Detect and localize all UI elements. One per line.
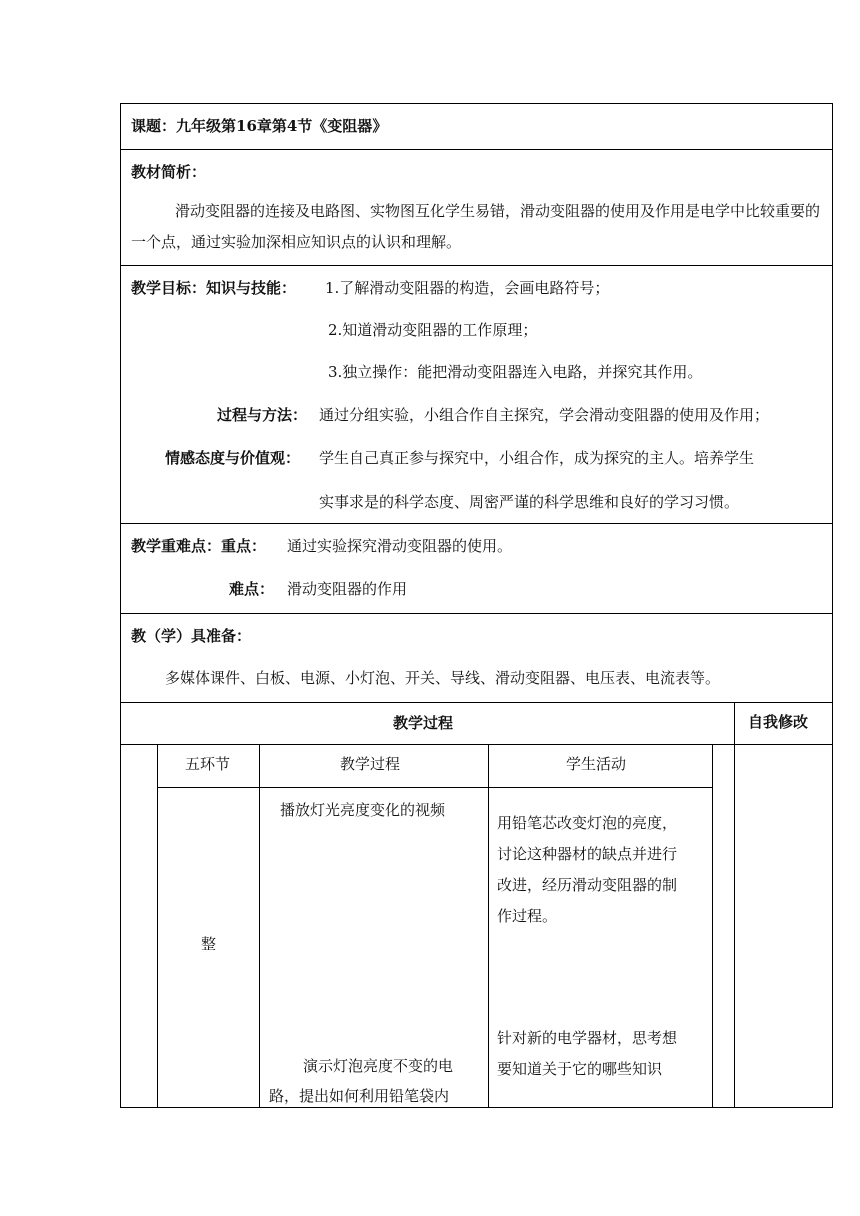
student-activity-1-line-2: 讨论这种器材的缺点并进行 <box>497 845 678 863</box>
knowledge-item-2: 2.知道滑动变阻器的工作原理； <box>328 321 538 339</box>
student-activity-1-line-1: 用铅笔芯改变灯泡的亮度， <box>497 814 678 832</box>
student-activity-column-header: 学生活动 <box>566 755 627 773</box>
knowledge-item-3: 3.独立操作：能把滑动变阻器连入电路，并探究其作用。 <box>328 363 703 381</box>
student-activity-1-line-4: 作过程。 <box>497 907 558 925</box>
keypoints-row <box>120 523 833 614</box>
process-header-row <box>120 702 833 745</box>
emotion-text-1: 学生自己真正参与探究中，小组合作，成为探究的主人。培养学生 <box>319 449 755 467</box>
teaching-step-2-line-1: 演示灯泡亮度不变的电 <box>303 1057 454 1075</box>
analysis-row <box>120 149 833 266</box>
inner-right-border <box>712 744 713 1108</box>
analysis-text: 滑动变阻器的连接及电路图、实物图互化学生易错，滑动变阻器的使用及作用是电学中比较重要的一个点，通过实验加深相应知识点的认识和理解。 <box>131 202 821 251</box>
process-header: 教学过程 <box>393 714 454 732</box>
student-activity-2-line-1: 针对新的电学器材，思考想 <box>497 1029 678 1047</box>
key-point-text: 通过实验探究滑动变阻器的使用。 <box>287 537 513 555</box>
preparation-row <box>120 613 833 703</box>
outer-bottom-border <box>120 1107 833 1108</box>
title-row <box>120 103 833 150</box>
revise-column-divider <box>734 702 735 1108</box>
stage-column-header: 五环节 <box>185 755 231 773</box>
teaching-step-2-line-2: 路，提出如何利用铅笔袋内 <box>269 1087 450 1105</box>
objectives-row <box>120 265 833 524</box>
inner-col-divider-2 <box>488 744 489 1108</box>
lesson-plan-table <box>120 103 833 1108</box>
stage-cell: 整 <box>201 935 217 953</box>
teaching-step-1: 播放灯光亮度变化的视频 <box>280 801 446 819</box>
lesson-title: 课题：九年级第16章第4节《变阻器》 <box>131 117 388 135</box>
inner-header-bottom <box>157 787 713 788</box>
difficulty-label: 难点： <box>229 580 275 598</box>
inner-col-divider-1 <box>259 744 260 1108</box>
self-revise-header: 自我修改 <box>748 713 809 731</box>
inner-left-border <box>157 744 158 1108</box>
emotion-text-2: 实事求是的科学态度、周密严谨的科学思维和良好的学习习惯。 <box>319 493 740 511</box>
analysis-heading: 教材简析： <box>131 163 207 181</box>
preparation-heading: 教（学）具准备： <box>131 627 252 645</box>
teaching-process-column-header: 教学过程 <box>340 755 401 773</box>
preparation-text: 多媒体课件、白板、电源、小灯泡、开关、导线、滑动变阻器、电压表、电流表等。 <box>165 669 721 687</box>
emotion-label: 情感态度与价值观： <box>165 449 301 467</box>
outer-left-border <box>120 744 121 1108</box>
difficulty-text: 滑动变阻器的作用 <box>287 580 408 598</box>
student-activity-2-line-2: 要知道关于它的哪些知识 <box>497 1060 663 1078</box>
outer-right-border <box>832 744 833 1108</box>
knowledge-item-1: 1.了解滑动变阻器的构造，会画电路符号； <box>325 279 610 297</box>
student-activity-1-line-3: 改进，经历滑动变阻器的制 <box>497 876 678 894</box>
keypoints-heading: 教学重难点：重点： <box>131 537 267 555</box>
process-method-text: 通过分组实验，小组合作自主探究，学会滑动变阻器的使用及作用； <box>319 406 770 424</box>
objectives-heading: 教学目标：知识与技能： <box>131 279 297 297</box>
process-method-label: 过程与方法： <box>217 406 308 424</box>
